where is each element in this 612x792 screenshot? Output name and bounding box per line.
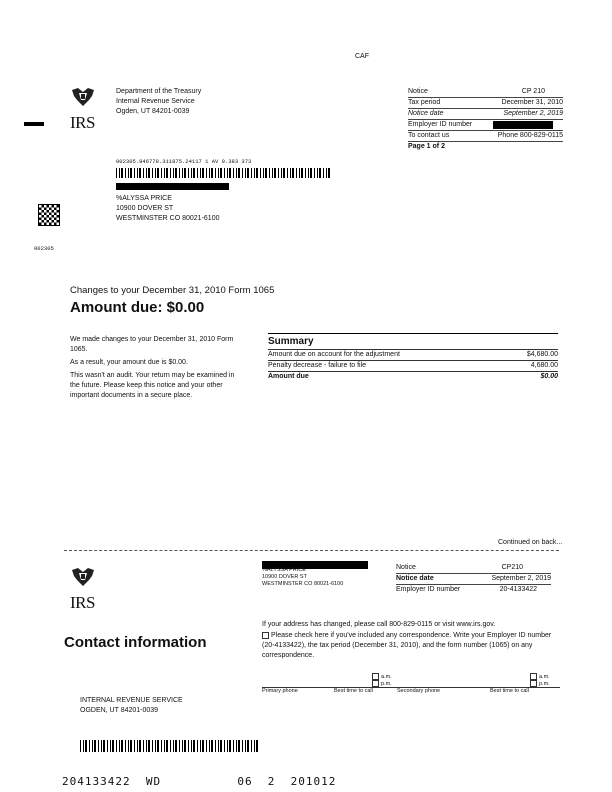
summary-row: Penalty decrease - failure to file 4,680.00 bbox=[268, 361, 558, 372]
am-option-1[interactable]: a.m. bbox=[372, 673, 392, 681]
summary-total-row: Amount due $0.00 bbox=[268, 373, 558, 380]
agency-line-3: Ogden, UT 84201-0039 bbox=[116, 108, 190, 115]
agency-line-2: Internal Revenue Service bbox=[116, 98, 195, 105]
notice-box bbox=[408, 87, 563, 152]
contact-info-heading: Contact information bbox=[64, 634, 207, 651]
eagle-seal-icon bbox=[70, 86, 96, 108]
address-redaction bbox=[116, 183, 229, 190]
irs-address-line-1: INTERNAL REVENUE SERVICE bbox=[80, 697, 183, 704]
best-time-label-1: Best time to call bbox=[334, 688, 373, 694]
summary-row: Amount due on account for the adjustment $4,680.00 bbox=[268, 350, 558, 361]
eagle-seal-icon bbox=[70, 566, 96, 588]
registration-mark bbox=[24, 122, 44, 126]
tax-period-row: Tax period December 31, 2010 bbox=[408, 98, 563, 109]
stub-recipient-city: WESTMINSTER CO 80021-6100 bbox=[262, 581, 344, 587]
secondary-phone-label: Secondary phone bbox=[397, 688, 441, 694]
mail-code-line: 002305.846778.311875.24117 1 AV 0.383 373 bbox=[116, 158, 252, 165]
stub-employer-id-row: Employer ID number 20-4133422 bbox=[396, 586, 537, 593]
pm-option-2[interactable]: p.m. bbox=[530, 680, 550, 688]
stub-notice-box bbox=[396, 563, 551, 595]
recipient-city: WESTMINSTER CO 80021-6100 bbox=[116, 215, 220, 222]
agency-line-1: Department of the Treasury bbox=[116, 88, 202, 95]
best-time-label-2: Best time to call bbox=[490, 688, 529, 694]
qr-code bbox=[38, 204, 60, 226]
side-code: 002305 bbox=[34, 245, 54, 252]
amount-due-headline: Amount due: $0.00 bbox=[70, 299, 205, 316]
irs-address-line-2: OGDEN, UT 84201-0039 bbox=[80, 707, 159, 714]
stub-recipient bbox=[262, 567, 343, 588]
pm-option-1[interactable]: p.m. bbox=[372, 680, 392, 688]
stub-recipient-name: %ALYSSA PRICE bbox=[262, 567, 306, 573]
agency-address bbox=[116, 87, 201, 117]
employer-id-redaction bbox=[493, 121, 553, 129]
contact-row: To contact us Phone 800-829-0115 bbox=[408, 131, 563, 142]
top-mark: CAF bbox=[355, 53, 369, 60]
continued-note: Continued on back... bbox=[498, 539, 563, 546]
body-para-3: This wasn't an audit. Your return may be examined in the future. Please keep this notice and your other important documents in a secure place. bbox=[70, 372, 235, 399]
employer-id-row: Employer ID number bbox=[408, 120, 563, 131]
body-para-1: We made changes to your December 31, 2010 Form 1065. bbox=[70, 336, 234, 353]
irs-wordmark: IRS bbox=[70, 593, 95, 612]
irs-return-address bbox=[80, 696, 183, 716]
primary-phone-label: Primary phone bbox=[262, 688, 298, 694]
am-option-2[interactable]: a.m. bbox=[530, 673, 550, 681]
irs-logo bbox=[70, 86, 110, 133]
postal-barcode bbox=[116, 168, 331, 178]
return-barcode bbox=[80, 740, 258, 752]
summary-table bbox=[268, 333, 558, 382]
stub-notice-row: Notice CP210 bbox=[396, 563, 551, 574]
recipient-address bbox=[116, 194, 219, 224]
stub-irs-logo bbox=[70, 566, 110, 613]
body-para-2: As a result, your amount due is $0.00. bbox=[70, 359, 188, 366]
correspondence-text: Please check here if you've included any correspondence. Write your Employer ID number (20-4133422), the tax period (December 31, 2010), and the form number (1065) on any correspondence. bbox=[262, 632, 552, 659]
irs-wordmark: IRS bbox=[70, 113, 95, 132]
notice-subtitle: Changes to your December 31, 2010 Form 1065 bbox=[70, 285, 275, 296]
notice-body bbox=[70, 335, 240, 401]
scan-line: 204133422 WD 06 2 201012 bbox=[62, 775, 337, 788]
recipient-name: %ALYSSA PRICE bbox=[116, 195, 172, 202]
notice-row: Notice CP 210 bbox=[408, 87, 563, 98]
stub-recipient-street: 10900 DOVER ST bbox=[262, 574, 307, 580]
recipient-street: 10900 DOVER ST bbox=[116, 205, 174, 212]
address-change-note: If your address has changed, please call 800-829-0115 or visit www.irs.gov. bbox=[262, 621, 496, 628]
page-indicator: Page 1 of 2 bbox=[408, 143, 445, 150]
correspondence-check bbox=[262, 631, 557, 661]
tear-line bbox=[64, 550, 559, 551]
summary-title: Summary bbox=[268, 333, 558, 350]
phone-fields bbox=[262, 673, 560, 695]
notice-date-row: Notice date September 2, 2019 bbox=[408, 109, 563, 120]
stub-notice-date-row: Notice date September 2, 2019 bbox=[396, 574, 551, 585]
correspondence-checkbox[interactable] bbox=[262, 632, 269, 639]
